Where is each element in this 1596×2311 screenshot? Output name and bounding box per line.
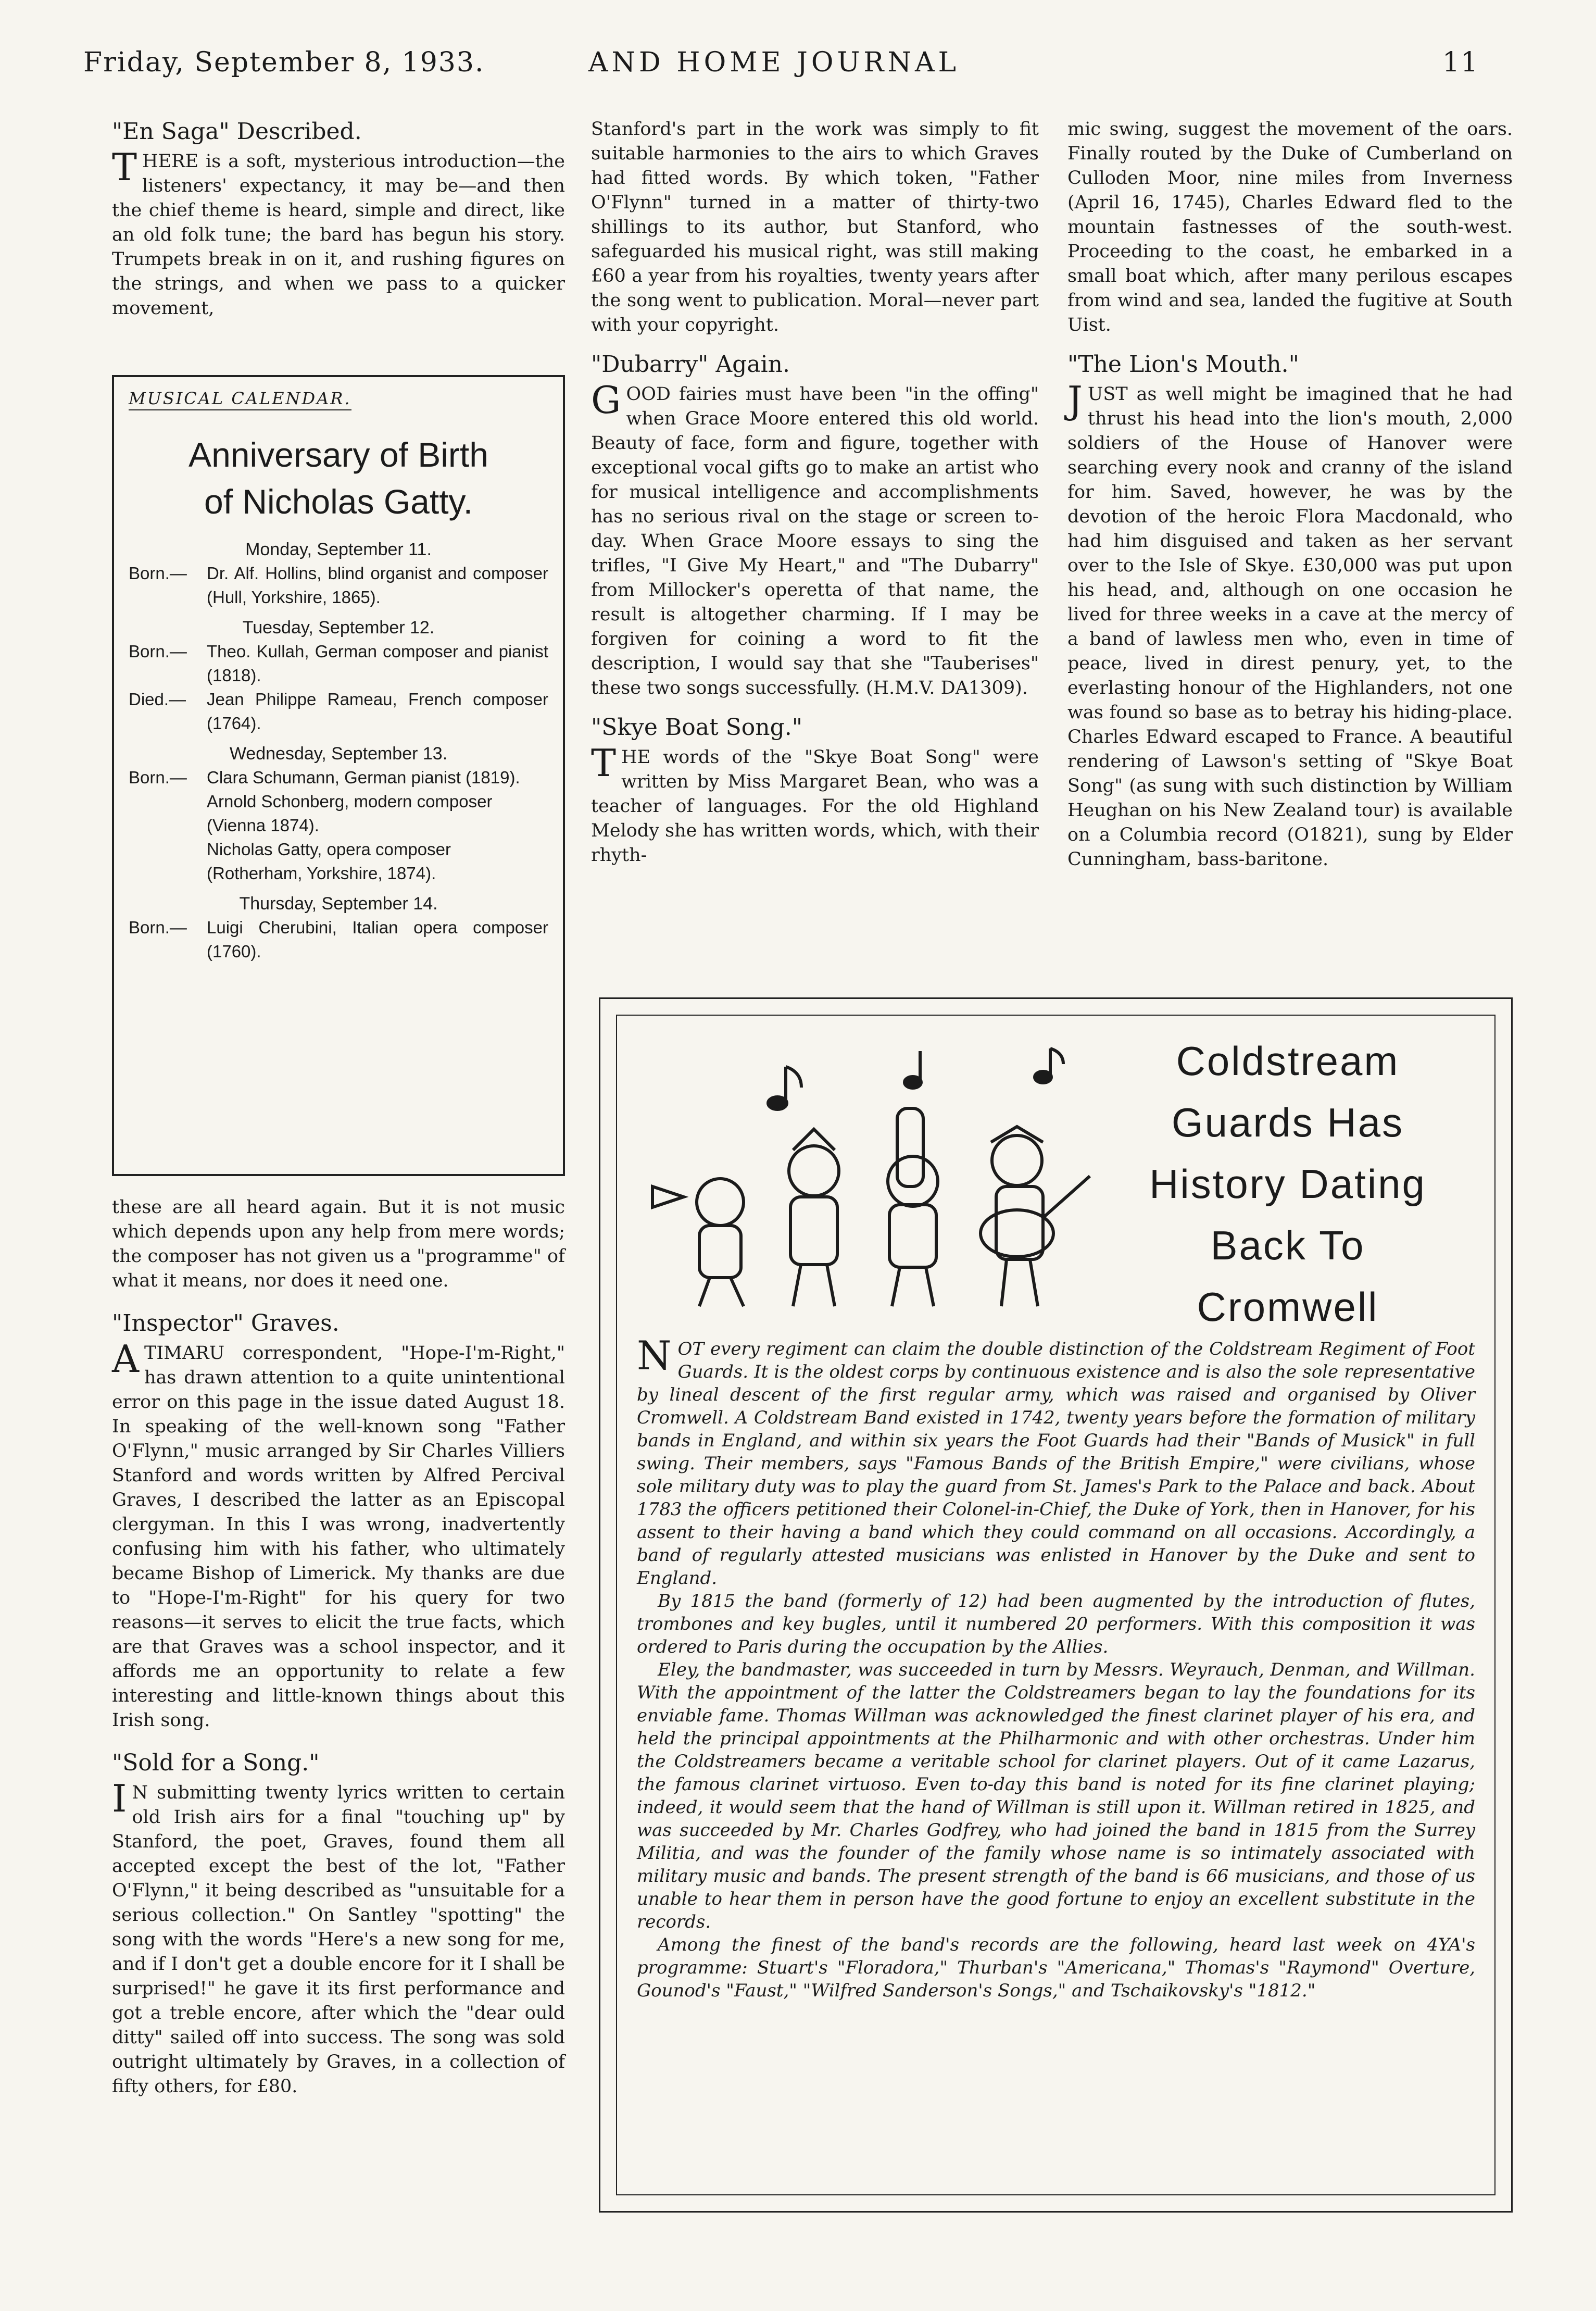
calendar-day: Wednesday, September 13. [229, 744, 448, 764]
music-note-icon [1035, 1048, 1063, 1083]
column-1-lower [112, 1195, 565, 2099]
article-en-saga [112, 117, 565, 321]
body-text: HERE is a soft, mysterious introduction—the listeners' expectancy, it may be—and then the chief theme is heard, simple and direct, like an old folk tune; the bard has begun his story. Trumpets break in on it, and rushing figures on the strings, and when we pass to a quicker movement, [112, 151, 565, 319]
headline-line: Guards Has [1171, 1100, 1404, 1145]
calendar-title [129, 431, 548, 525]
entry-text: Theo. Kullah, German composer and pianist (1818). [207, 642, 548, 685]
calendar-entry [129, 688, 548, 735]
feature-body [637, 1332, 1475, 2002]
headline-line: Back To [1210, 1222, 1365, 1268]
headline-line: History Dating [1149, 1161, 1426, 1207]
column-2 [591, 117, 1039, 868]
body-text: OT every regiment can claim the double distinction of the Coldstream Regiment of Foot Guards. It is the oldest corps by continuous existence and is also the sole representative by lineal descent of the first regular army, which was raised and organised by Oliver Cromwell. A Coldstream Band existed in 1742, twenty years before the formation of military bands in England, and within six years the Foot Guards had their "Bands of Musick" in full swing. Their members, says "Famous Bands of the British Empire," were civilians, whose sole military duty was to play the guard from St. James's Park to the Palace and back. About 1783 the officers petitioned their Colonel-in-Chief, the Duke of York, then in Hanover, for his assent to their having a band which they could command on all occasions. Accordingly, a band of regularly attested musicians was enlisted in Hanover by the Duke and sent to England. [637, 1339, 1475, 1589]
heading-sold-for-a-song: "Sold for a Song." [112, 1750, 320, 1776]
body-text: By 1815 the band (formerly of 12) had been augmented by the introduction of flutes, trombones and key bugles, until it numbered 20 performers. With this composition it was ordered to Paris during the occupation by the Allies. [637, 1591, 1475, 1657]
calendar-title-line: of Nicholas Gatty. [204, 482, 473, 521]
music-note-icon [768, 1067, 801, 1109]
entry-kind: Born.— [129, 768, 187, 787]
entry-text: Dr. Alf. Hollins, blind organist and composer (Hull, Yorkshire, 1865). [207, 564, 548, 607]
tuba-player-figure-icon [888, 1108, 938, 1306]
body-text: HE words of the "Skye Boat Song" were written by Miss Margaret Bean, who was a teacher of languages. For the old Highland Melody she has written words, which, with their rhyth- [591, 747, 1039, 866]
body-text: mic swing, suggest the movement of the oars. Finally routed by the Duke of Cumberland on Culloden Moor, nine miles from Inverness (April 16, 1745), Charles Edward fled to the mountain fastnesses of the south-west. Proceeding to the coast, he embarked in a small boat which, after many perilous escapes from wind and sea, landed the fugitive at South Uist. [1067, 119, 1513, 335]
body-text: these are all heard again. But it is not music which depends upon any help from mere words; the composer has not given us a "programme" of what it means, nor does it need one. [112, 1197, 565, 1291]
calendar-entry [129, 640, 548, 688]
headline-line: Cromwell [1197, 1284, 1379, 1330]
body-text: OOD fairies must have been "in the offing" when Grace Moore entered this old world. Beauty of face, form and figure, together with exceptional vocal gifts go to make an artist who for musical intelligence and accomplishments has no serious rival on the stage or screen to-day. When Grace Moore essays to sing the trifles, "I Give My Heart," and "The Dubarry" from Millocker's operetta of that name, the result is altogether charming. If I may be forgiven for coining a word to fit the description, I would say that she "Tauberises" these two songs successfully. (H.M.V. DA1309). [591, 384, 1039, 698]
heading-inspector-graves: "Inspector" Graves. [112, 1310, 340, 1336]
body-text: Stanford's part in the work was simply to fit suitable harmonies to the airs to which Graves had fitted words. By which token, "Father O'Flynn" turned in a matter of thirty-two shillings to its author, but Stanford, who safeguarded his musical right, was still making £60 a year from his royalties, twenty years after the song went to publication. Moral—never part with your copyright. [591, 119, 1039, 335]
calendar-subentry: Nicholas Gatty, opera composer (Rotherham, Yorkshire, 1874). [207, 840, 451, 883]
guitarist-figure-icon [981, 1127, 1090, 1306]
header-date: Friday, September 8, 1933. [83, 47, 485, 78]
dropcap: G [591, 378, 621, 422]
heading-dubarry-again: "Dubarry" Again. [591, 351, 790, 378]
feature-headline [1113, 1030, 1462, 1338]
music-note-icon [904, 1051, 921, 1088]
calendar-day: Monday, September 11. [245, 540, 432, 559]
column-3 [1067, 117, 1513, 872]
heading-en-saga: "En Saga" Described. [112, 118, 362, 145]
dropcap: N [637, 1332, 672, 1379]
dropcap: A [112, 1337, 139, 1381]
musical-calendar-box [112, 375, 565, 1176]
dropcap: I [112, 1777, 127, 1820]
entry-kind: Born.— [129, 642, 187, 661]
calendar-entry [129, 916, 548, 964]
calendar-day: Thursday, September 14. [239, 894, 438, 914]
calendar-title-line: Anniversary of Birth [188, 435, 488, 474]
heading-lions-mouth: "The Lion's Mouth." [1067, 351, 1299, 378]
entry-text: Clara Schumann, German pianist (1819). [207, 768, 520, 787]
coldstream-guards-feature [599, 997, 1513, 2213]
body-text: UST as well might be imagined that he had thrust his head into the lion's mouth, 2,000 soldiers of the House of Hanover were searching every nook and cranny of the island for him. Saved, however, he was by the devotion of the heroic Flora Macdonald, who had him disguised and taken as her servant over to the Isle of Skye. £30,000 was put upon his head, and, although on one occasion he lived for three weeks in a cave at the mercy of a band of lawless men who, even in time of peace, lived in direst penury, yet, to the everlasting honour of the Highlanders, not one was found so base as to betray his hiding-place. Charles Edward escaped to France. A beautiful rendering of Lawson's setting of "Skye Boat Song" (as sung with such distinction by William Heughan on his New Zealand tour) is available on a Columbia record (O1821), sung by Elder Cunningham, bass-baritone. [1067, 384, 1513, 870]
band-illustration [642, 1046, 1100, 1317]
headline-line: Coldstream [1176, 1038, 1400, 1084]
header-publication: AND HOME JOURNAL [588, 47, 960, 78]
calendar-day: Tuesday, September 12. [242, 618, 435, 638]
calendar-subentry: Arnold Schonberg, modern composer (Vienna 1874). [207, 792, 493, 835]
dropcap: J [1067, 378, 1083, 422]
entry-text: Luigi Cherubini, Italian opera composer (1760). [207, 918, 548, 961]
entry-kind: Died.— [129, 690, 186, 709]
entry-kind: Born.— [129, 564, 187, 583]
entry-text: Jean Philippe Rameau, French composer (1764). [207, 690, 548, 733]
calendar-entry [129, 766, 548, 790]
calendar-entry [129, 561, 548, 609]
trumpeter-figure-icon [652, 1179, 744, 1306]
dropcap: T [112, 145, 137, 189]
heading-skye-boat-song: "Skye Boat Song." [591, 714, 803, 741]
body-text: Eley, the bandmaster, was succeeded in turn by Messrs. Weyrauch, Denman, and Willman. With the appointment of the latter the Coldstreamers began to lay the foundations for its enviable fame. Thomas Willman was acknowledged the finest clarinet player of his era, and held the principal appointments at the Philharmonic and with other orchestras. Under him the Coldstreamers became a veritable school for clarinet players. Out of it came Lazarus, the famous clarinet virtuoso. Even to-day this band is noted for its fine clarinet playing; indeed, it would seem that the hand of Willman is still upon it. Willman retired in 1825, and was succeeded by Mr. Charles Godfrey, who had joined the band in 1815 from the Surrey Militia, and was the founder of the family whose name is so intimately associated with military music and bands. The present strength of the band is 66 musicians, and those of us unable to hear them in person have the good fortune to enjoy an excellent substitute in the records. [637, 1659, 1475, 1932]
body-text: Among the finest of the band's records are the following, heard last week on 4YA's programme: Stuart's "Floradora," Thurban's "Americana," Thomas's "Raymond" Overture, Gounod's "Faust," "Wilfred Sanderson's Songs," and Tschaikovsky's "1812." [637, 1934, 1475, 2001]
entry-kind: Born.— [129, 918, 187, 937]
body-text: N submitting twenty lyrics written to certain old Irish airs for a final "touching up" by Stanford, the poet, Graves, found them all accepted except the best of the lot, "Father O'Flynn," it being described as "unsuitable for a serious collection." On Santley "spotting" the song with the words "Here's a new song for me, and if I don't get a double encore for it I shall be surprised!" he gave it its first performance and got a treble encore, after which the "dear ould ditty" sailed off into success. The song was sold outright ultimately by Graves, in a collection of fifty others, for £80. [112, 1782, 565, 2097]
body-text: TIMARU correspondent, "Hope-I'm-Right," has drawn attention to a quite unintentional error on this page in the issue dated August 18. In speaking of the well-known song "Father O'Flynn," music arranged by Sir Charles Villiers Stanford and words written by Alfred Percival Graves, I described the latter as an Episcopal clergyman. In this I was wrong, inadvertently confusing him with his father, who ultimately became Bishop of Limerick. My thanks are due to "Hope-I'm-Right" for his query for two reasons—it serves to elicit the true facts, which are that Graves was a school inspector, and it affords me an opportunity to relate a few interesting and little-known things about this Irish song. [112, 1343, 565, 1731]
page-number: 11 [1442, 47, 1479, 78]
drummer-figure-icon [789, 1129, 839, 1306]
dropcap: T [591, 741, 617, 785]
calendar-label: MUSICAL CALENDAR. [129, 389, 351, 410]
